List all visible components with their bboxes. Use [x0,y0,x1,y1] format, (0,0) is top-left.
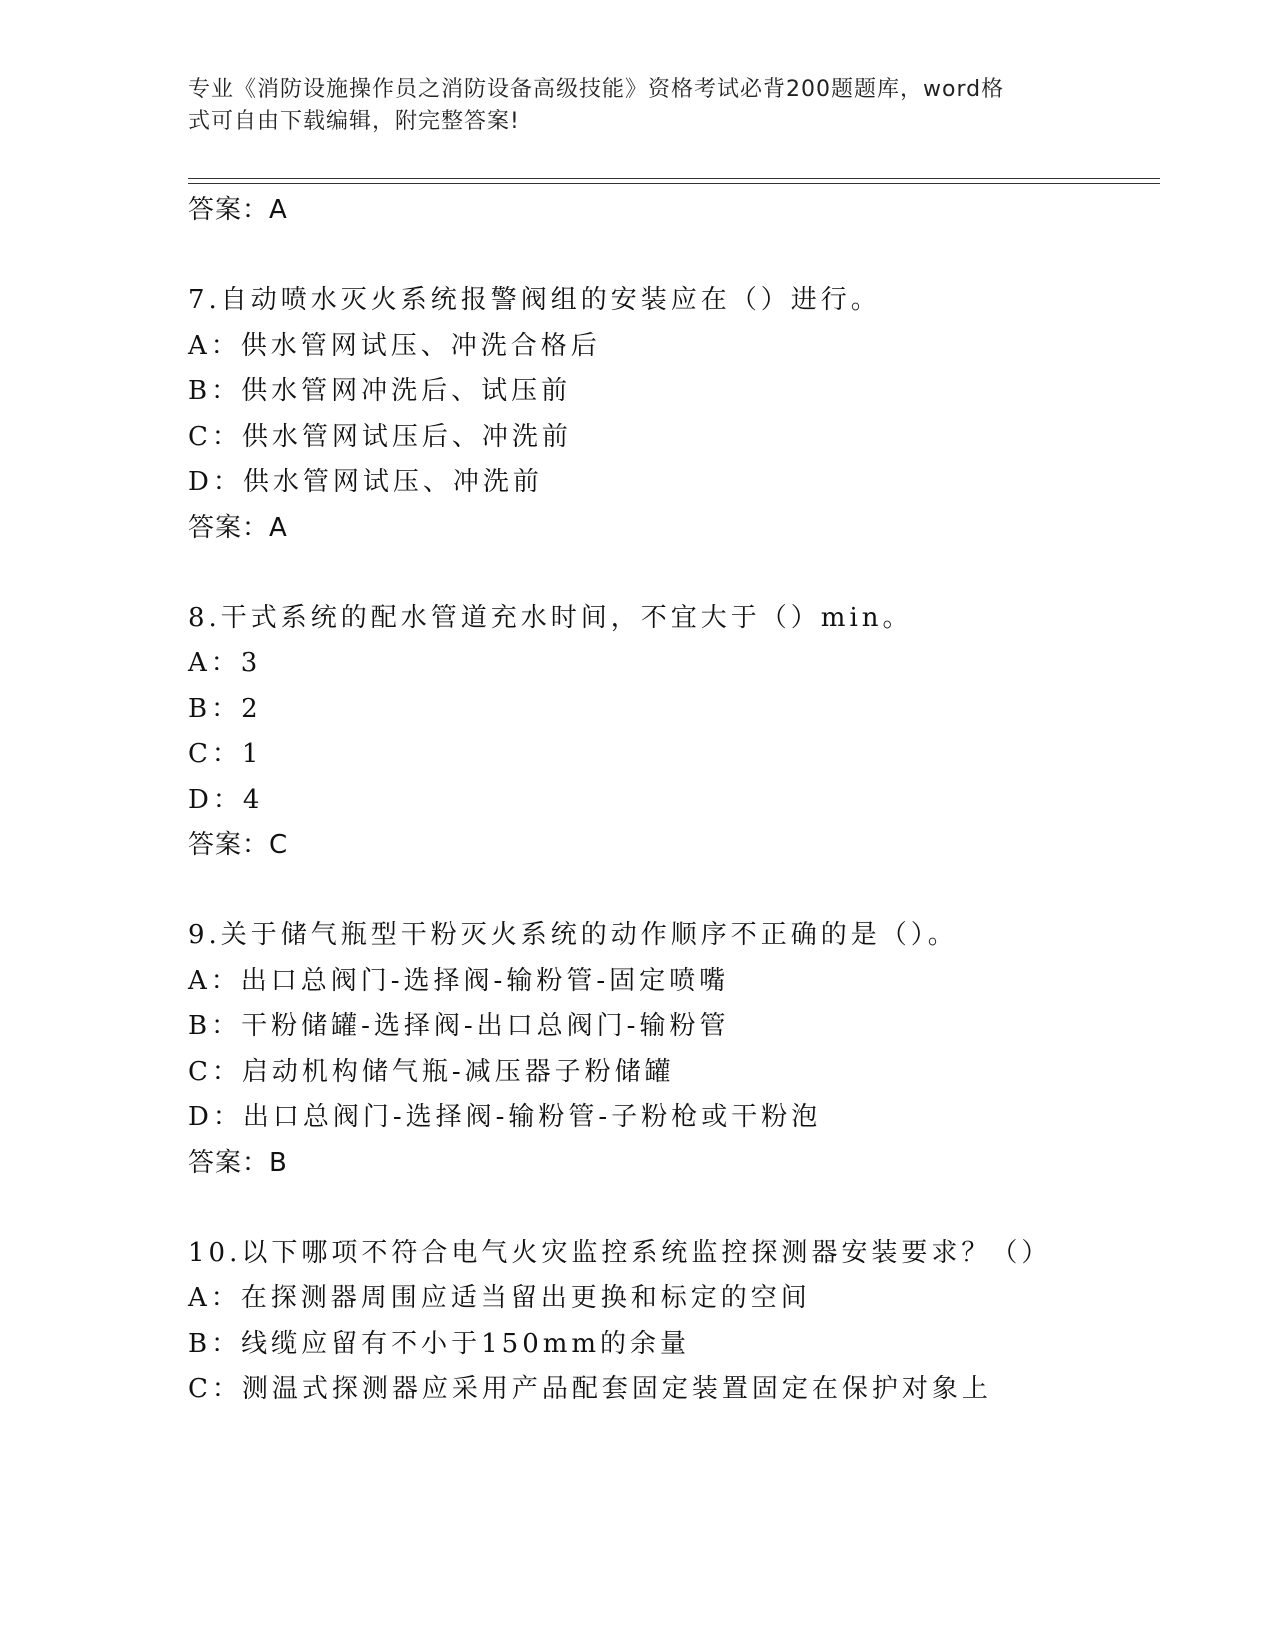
question-stem: 8.干式系统的配水管道充水时间，不宜大于（）min。 [188,602,913,633]
question-stem: 9.关于储气瓶型干粉灭火系统的动作顺序不正确的是（）。 [188,920,958,950]
option-c: C：启动机构储气瓶-减压器子粉储罐 [188,1056,675,1087]
option-c: C：1 [188,739,263,769]
answer-line: 答案：A [188,195,288,225]
question-7 [188,278,1188,551]
option-a: A：供水管网试压、冲洗合格后 [188,330,601,361]
document-header [188,74,1068,138]
option-a: A：在探测器周围应适当留出更换和标定的空间 [188,1283,811,1313]
option-b: B：供水管网冲洗后、试压前 [188,376,572,406]
question-stem: 7.自动喷水灭火系统报警阀组的安装应在（）进行。 [188,285,881,315]
question-9 [188,913,1188,1186]
option-a: A：出口总阀门-选择阀-输粉管-固定喷嘴 [188,965,730,996]
option-b: B：线缆应留有不小于150mm的余量 [188,1328,691,1359]
header-line-2: 式可自由下载编辑，附完整答案! [188,109,520,134]
answer-line: 答案：C [188,830,289,860]
option-b: B：干粉储罐-选择阀-出口总阀门-输粉管 [188,1011,730,1041]
option-d: D：出口总阀门-选择阀-输粉管-子粉枪或干粉泡 [188,1102,822,1132]
option-a: A：3 [188,648,262,678]
question-list [188,188,1188,1413]
option-c: C：测温式探测器应采用产品配套固定装置固定在保护对象上 [188,1374,992,1404]
answer-line: 答案：B [188,1147,288,1178]
header-divider [188,178,1160,179]
question-stem: 10.以下哪项不符合电气火灾监控系统监控探测器安装要求？（） [188,1237,1052,1268]
answer-line: 答案：A [188,512,288,543]
option-c: C：供水管网试压后、冲洗前 [188,421,572,452]
question-10 [188,1231,1188,1413]
header-divider-secondary [188,183,1160,184]
option-d: D：4 [188,784,264,815]
option-d: D：供水管网试压、冲洗前 [188,467,543,497]
option-b: B：2 [188,693,262,724]
question-8 [188,596,1188,869]
header-line-1: 专业《消防设施操作员之消防设备高级技能》资格考试必背200题题库，word格 [188,77,1005,102]
